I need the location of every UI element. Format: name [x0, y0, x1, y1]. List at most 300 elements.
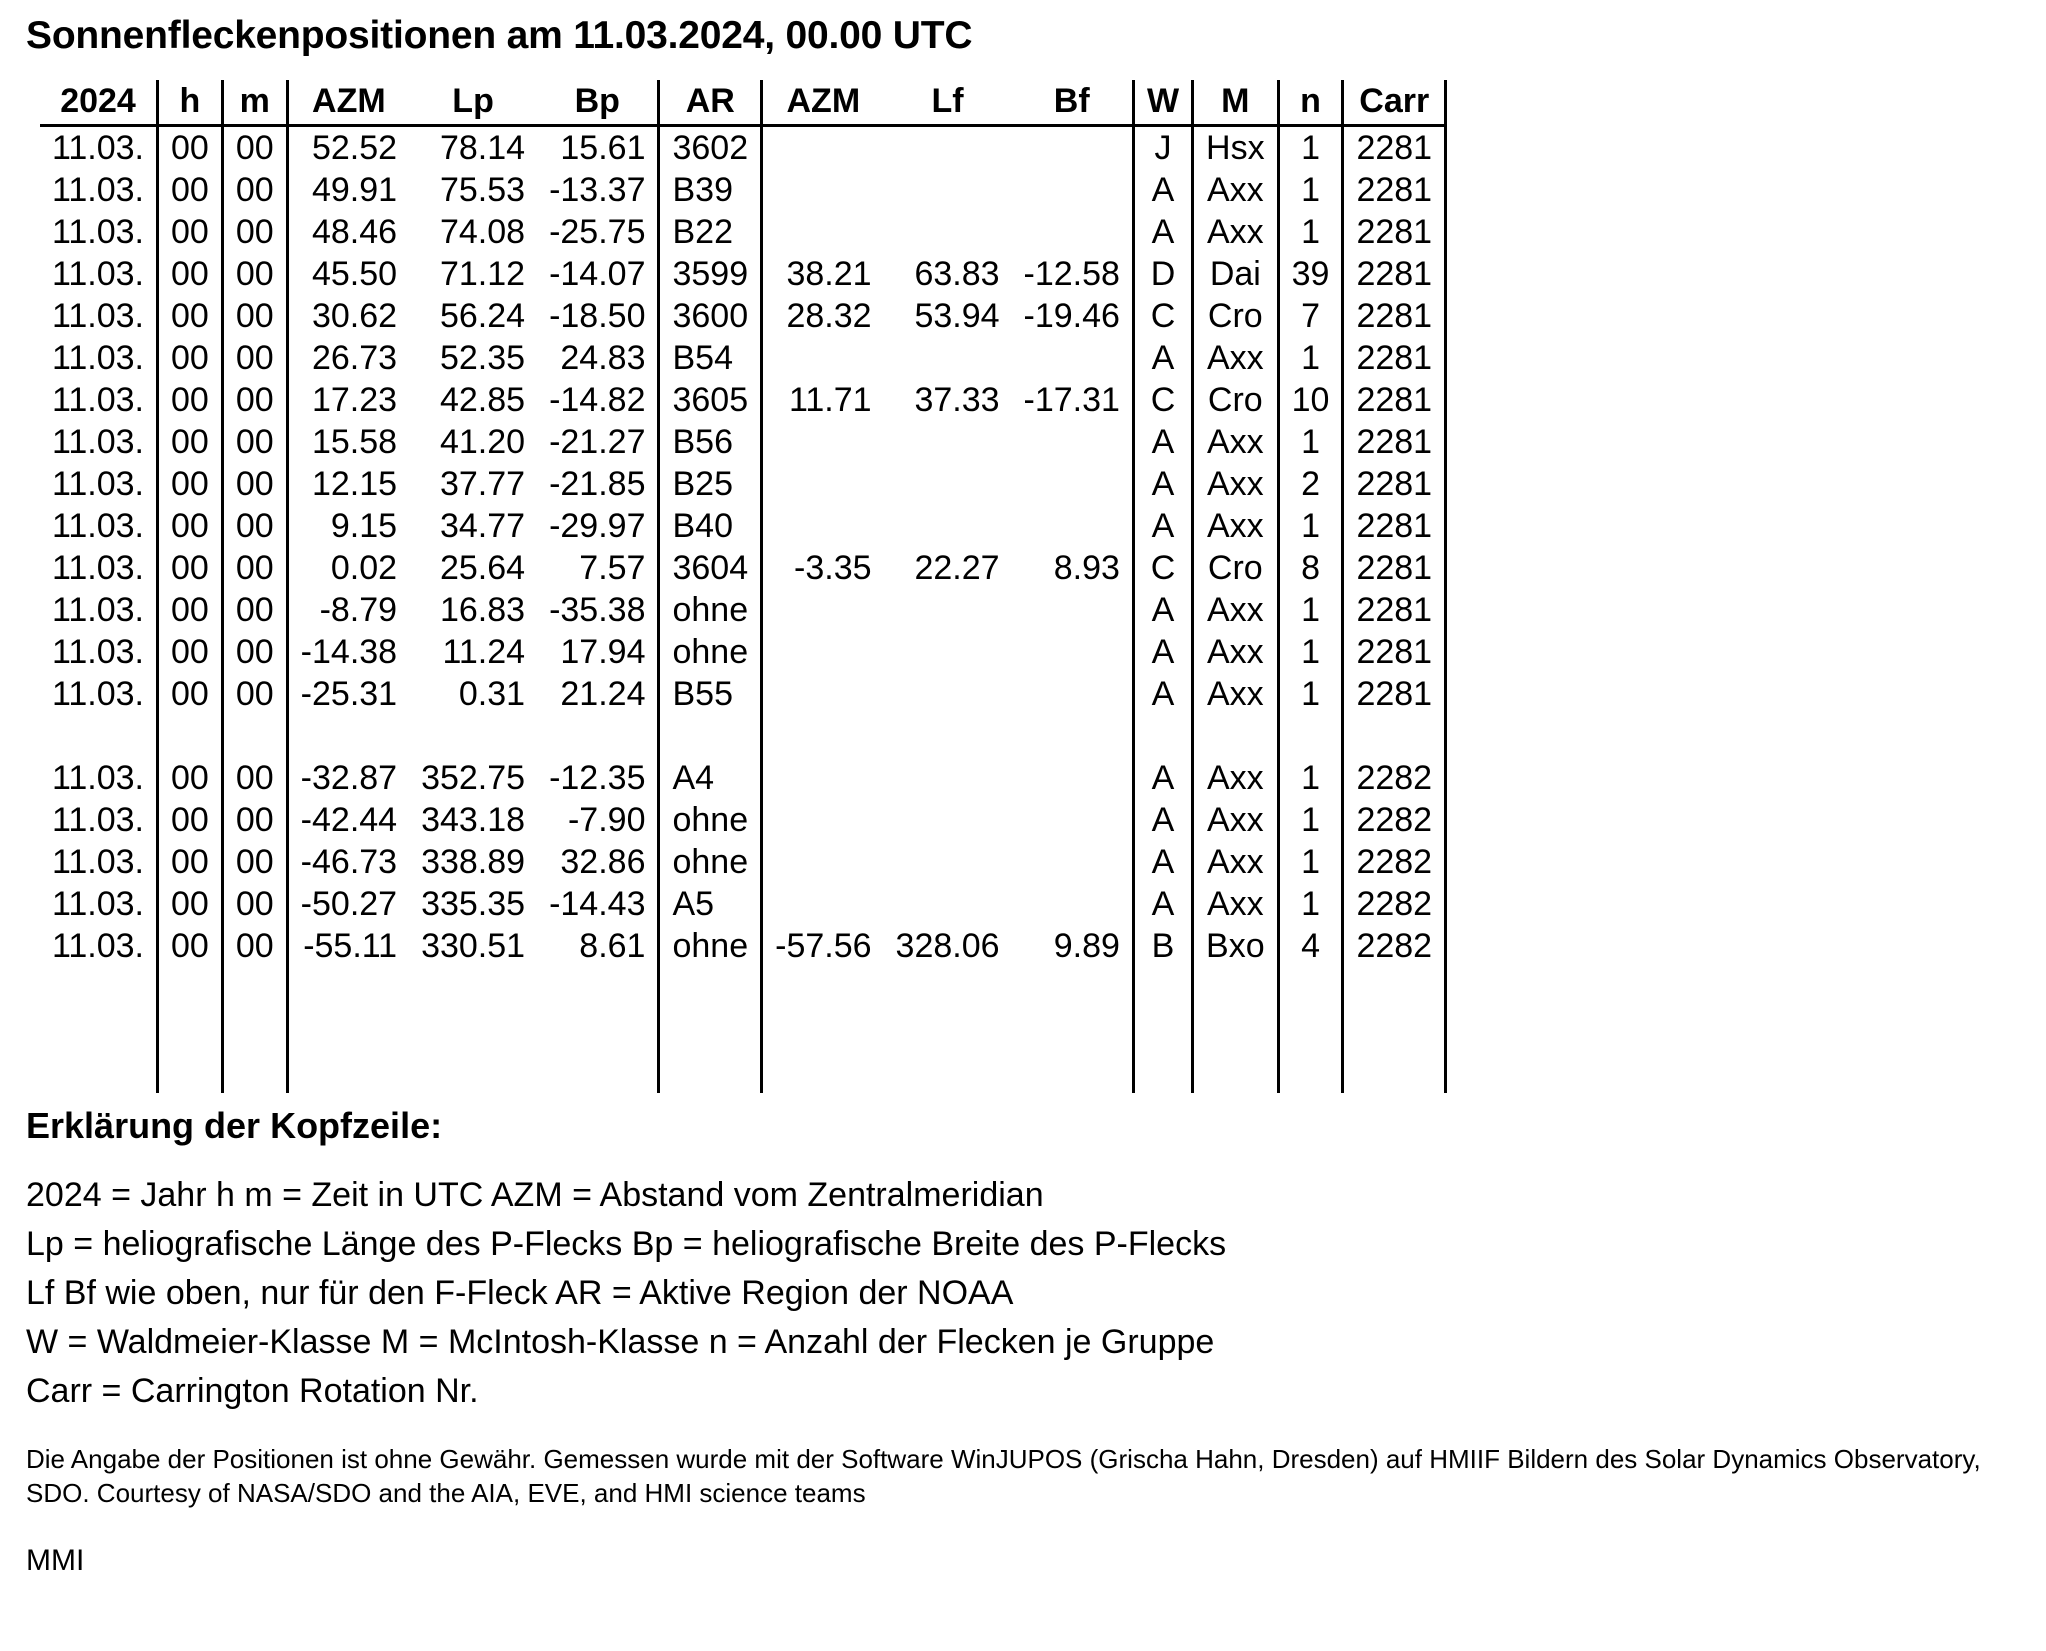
cell-w: A [1151, 591, 1175, 629]
cell-ar: B40 [672, 507, 733, 545]
cell-carr: 2282 [1356, 759, 1433, 797]
legend-line-4: W = Waldmeier-Klasse M = McIntosh-Klasse n = Anzahl der Flecken je Gruppe [26, 1323, 1215, 1361]
cell-carr: 2282 [1356, 801, 1433, 839]
cell-azm-f [763, 715, 883, 757]
cell-n: 1 [1301, 759, 1320, 797]
table-row [40, 547, 1447, 589]
cell-lp [409, 1051, 537, 1093]
legend-line-5: Carr = Carrington Rotation Nr. [26, 1372, 479, 1410]
cell-bp: 21.24 [560, 675, 646, 713]
cell-bf: -12.58 [1023, 255, 1120, 293]
cell-bp: -13.37 [549, 171, 646, 209]
cell-lf [884, 337, 1012, 379]
cell-azm-p: -32.87 [300, 759, 398, 797]
cell-azm-p: 49.91 [311, 171, 398, 209]
cell-azm-p: -42.44 [300, 801, 398, 839]
cell-hour: 00 [171, 129, 209, 167]
cell-bf: 8.93 [1053, 549, 1120, 587]
cell-m: Axx [1206, 507, 1264, 545]
cell-carr: 2282 [1356, 927, 1433, 965]
cell-n: 1 [1301, 507, 1320, 545]
cell-lf: 63.83 [914, 255, 1000, 293]
cell-bf [1012, 169, 1134, 211]
cell-ar: B22 [672, 213, 733, 251]
cell-date: 11.03. [52, 549, 145, 587]
cell-w [1135, 1009, 1193, 1051]
cell-w: A [1151, 213, 1175, 251]
cell-ar: 3605 [672, 381, 749, 419]
column-header-hour: h [159, 80, 222, 126]
cell-minute: 00 [235, 297, 274, 335]
cell-lf [884, 841, 1012, 883]
cell-bf: 9.89 [1053, 927, 1120, 965]
column-header-m: M [1194, 80, 1278, 126]
cell-minute: 00 [235, 339, 274, 377]
cell-date: 11.03. [52, 171, 145, 209]
cell-hour: 00 [171, 759, 209, 797]
legend-line-2: Lp = heliografische Länge des P-Flecks Bp = heliografische Breite des P-Flecks [26, 1225, 1227, 1263]
cell-m [1194, 967, 1278, 1009]
table-header [40, 80, 1447, 126]
cell-hour: 00 [171, 843, 209, 881]
cell-hour: 00 [171, 885, 209, 923]
cell-azm-p [289, 715, 409, 757]
table-body [40, 126, 1447, 1094]
cell-lp: 71.12 [439, 255, 526, 293]
cell-carr: 2281 [1356, 213, 1433, 251]
cell-hour: 00 [171, 381, 209, 419]
cell-ar: A5 [672, 885, 715, 923]
cell-lp: 11.24 [442, 633, 526, 671]
cell-hour: 00 [171, 297, 209, 335]
cell-date [40, 1009, 158, 1051]
cell-carr [1344, 715, 1445, 757]
cell-bf [1012, 841, 1134, 883]
column-divider [1446, 547, 1448, 589]
cell-n: 1 [1301, 171, 1320, 209]
cell-azm-f [763, 126, 883, 170]
cell-n: 1 [1301, 339, 1320, 377]
cell-ar: A4 [672, 759, 715, 797]
cell-azm-f [763, 967, 883, 1009]
cell-ar [660, 1009, 761, 1051]
column-header-azm-f: AZM [763, 80, 883, 126]
cell-w: A [1151, 633, 1175, 671]
column-divider [1446, 841, 1448, 883]
column-header-carr: Carr [1344, 80, 1445, 126]
cell-bf [1012, 463, 1134, 505]
cell-azm-p: -55.11 [303, 927, 398, 965]
cell-lp: 338.89 [421, 843, 526, 881]
cell-hour [159, 1009, 222, 1051]
cell-lf [884, 967, 1012, 1009]
cell-bp [537, 967, 659, 1009]
cell-bp: -25.75 [549, 213, 646, 251]
column-divider [1446, 715, 1448, 757]
cell-carr: 2281 [1356, 633, 1433, 671]
cell-bf [1012, 337, 1134, 379]
cell-ar: 3599 [672, 255, 749, 293]
cell-m: Axx [1206, 213, 1264, 251]
cell-bp: -7.90 [567, 801, 646, 839]
cell-lf: 37.33 [914, 381, 1000, 419]
cell-w: A [1151, 423, 1175, 461]
cell-bf [1012, 673, 1134, 715]
cell-lf: 53.94 [914, 297, 1000, 335]
cell-ar [660, 715, 761, 757]
cell-n [1280, 967, 1343, 1009]
cell-minute: 00 [235, 213, 274, 251]
signature: MMI [26, 1544, 85, 1577]
cell-lp: 37.77 [439, 465, 526, 503]
cell-bf [1012, 799, 1134, 841]
cell-m: Axx [1206, 171, 1264, 209]
column-divider [1446, 883, 1448, 925]
cell-azm-p: -8.79 [319, 591, 398, 629]
column-divider [1446, 169, 1448, 211]
cell-lp: 56.24 [439, 297, 526, 335]
cell-azm-f [763, 505, 883, 547]
cell-azm-p [289, 1051, 409, 1093]
table-row [40, 799, 1447, 841]
cell-ar: B39 [672, 171, 733, 209]
cell-date: 11.03. [52, 885, 145, 923]
column-divider [1446, 589, 1448, 631]
column-header-bp: Bp [537, 80, 659, 126]
cell-date: 11.03. [52, 591, 145, 629]
cell-ar [660, 967, 761, 1009]
cell-date: 11.03. [52, 423, 145, 461]
cell-bp: 7.57 [579, 549, 646, 587]
cell-m: Cro [1207, 381, 1263, 419]
column-divider [1446, 421, 1448, 463]
cell-date: 11.03. [52, 675, 145, 713]
cell-lf [884, 211, 1012, 253]
cell-azm-f [763, 883, 883, 925]
cell-bp: -18.50 [549, 297, 646, 335]
cell-w: C [1150, 297, 1176, 335]
cell-bp: -21.85 [549, 465, 646, 503]
cell-lp: 52.35 [439, 339, 526, 377]
cell-date: 11.03. [52, 801, 145, 839]
cell-carr: 2281 [1356, 339, 1433, 377]
cell-date: 11.03. [52, 633, 145, 671]
column-divider [1446, 673, 1448, 715]
cell-ar: 3604 [672, 549, 749, 587]
cell-ar [660, 1051, 761, 1093]
cell-lp: 42.85 [439, 381, 526, 419]
cell-azm-f [763, 169, 883, 211]
cell-w: D [1150, 255, 1176, 293]
cell-w: J [1154, 129, 1172, 167]
cell-hour: 00 [171, 255, 209, 293]
cell-azm-p: -14.38 [300, 633, 398, 671]
cell-azm-f [763, 211, 883, 253]
cell-date: 11.03. [52, 507, 145, 545]
cell-n: 39 [1291, 255, 1330, 293]
cell-carr: 2282 [1356, 843, 1433, 881]
cell-bf [1012, 715, 1134, 757]
cell-lf [884, 505, 1012, 547]
cell-hour: 00 [171, 423, 209, 461]
cell-n: 1 [1301, 633, 1320, 671]
cell-carr [1344, 1009, 1445, 1051]
cell-carr: 2281 [1356, 549, 1433, 587]
cell-bp: -29.97 [549, 507, 646, 545]
cell-minute: 00 [235, 507, 274, 545]
cell-lf [884, 631, 1012, 673]
cell-azm-p: 17.23 [311, 381, 398, 419]
cell-hour: 00 [171, 339, 209, 377]
cell-date: 11.03. [52, 759, 145, 797]
cell-m: Axx [1206, 465, 1264, 503]
cell-bf [1012, 883, 1134, 925]
cell-carr: 2281 [1356, 507, 1433, 545]
column-divider [1446, 631, 1448, 673]
cell-azm-p: 12.15 [311, 465, 398, 503]
cell-lf: 22.27 [914, 549, 1000, 587]
cell-m: Axx [1206, 801, 1264, 839]
cell-n: 1 [1301, 591, 1320, 629]
column-header-year: 2024 [40, 80, 158, 126]
cell-n: 2 [1301, 465, 1320, 503]
cell-azm-f: -57.56 [775, 927, 872, 965]
cell-minute: 00 [235, 423, 274, 461]
cell-w: A [1151, 885, 1175, 923]
sunspot-positions-table [40, 80, 1447, 1093]
table-header-row [40, 80, 1447, 126]
cell-date: 11.03. [52, 297, 145, 335]
cell-minute [224, 1051, 287, 1093]
cell-azm-f [763, 589, 883, 631]
table-row [40, 715, 1447, 757]
cell-bp: -14.07 [549, 255, 646, 293]
column-divider [1446, 1051, 1448, 1093]
cell-hour: 00 [171, 507, 209, 545]
cell-n [1280, 1009, 1343, 1051]
cell-n: 7 [1301, 297, 1320, 335]
cell-ar: ohne [672, 633, 749, 671]
cell-n: 1 [1301, 843, 1320, 881]
column-divider [1446, 211, 1448, 253]
cell-bp: -21.27 [549, 423, 646, 461]
cell-bf [1012, 757, 1134, 799]
cell-azm-f [763, 1009, 883, 1051]
column-divider [1446, 463, 1448, 505]
cell-minute [224, 715, 287, 757]
cell-minute: 00 [235, 129, 274, 167]
cell-w [1135, 715, 1193, 757]
cell-bp: 8.61 [579, 927, 646, 965]
cell-m: Axx [1206, 759, 1264, 797]
cell-lp: 34.77 [439, 507, 526, 545]
cell-azm-p: 48.46 [311, 213, 398, 251]
cell-w: A [1151, 843, 1175, 881]
cell-lp [409, 967, 537, 1009]
cell-m [1194, 1051, 1278, 1093]
table-row [40, 169, 1447, 211]
cell-lf [884, 1051, 1012, 1093]
cell-n: 1 [1301, 129, 1320, 167]
cell-m: Cro [1207, 549, 1263, 587]
cell-ar: B25 [672, 465, 733, 503]
column-divider [1446, 253, 1448, 295]
cell-date [40, 715, 158, 757]
cell-carr: 2281 [1356, 255, 1433, 293]
cell-n: 1 [1301, 423, 1320, 461]
cell-m: Axx [1206, 633, 1264, 671]
cell-azm-f [763, 841, 883, 883]
cell-n [1280, 1051, 1343, 1093]
cell-carr: 2281 [1356, 381, 1433, 419]
cell-azm-p: 45.50 [311, 255, 398, 293]
cell-bp: -14.43 [549, 885, 646, 923]
cell-ar: 3602 [672, 129, 749, 167]
cell-n: 8 [1301, 549, 1320, 587]
cell-w [1135, 967, 1193, 1009]
cell-minute: 00 [235, 675, 274, 713]
cell-m [1194, 1009, 1278, 1051]
table-row [40, 1051, 1447, 1093]
cell-ar: ohne [672, 801, 749, 839]
cell-n [1280, 715, 1343, 757]
table-row [40, 253, 1447, 295]
cell-hour [159, 715, 222, 757]
cell-minute [224, 967, 287, 1009]
cell-azm-f: -3.35 [794, 549, 872, 587]
cell-ar: B56 [672, 423, 733, 461]
cell-azm-p: -50.27 [300, 885, 398, 923]
cell-bf: -19.46 [1023, 297, 1120, 335]
cell-azm-p: 26.73 [311, 339, 398, 377]
cell-date: 11.03. [52, 339, 145, 377]
cell-bp [537, 715, 659, 757]
column-divider [1446, 379, 1448, 421]
cell-minute: 00 [235, 381, 274, 419]
table-row [40, 883, 1447, 925]
cell-bf [1012, 421, 1134, 463]
cell-azm-f [763, 673, 883, 715]
cell-azm-p: 9.15 [330, 507, 398, 545]
cell-date: 11.03. [52, 927, 145, 965]
cell-hour: 00 [171, 549, 209, 587]
cell-lp: 335.35 [421, 885, 526, 923]
cell-m: Axx [1206, 843, 1264, 881]
cell-lp: 352.75 [421, 759, 526, 797]
cell-bf [1012, 1009, 1134, 1051]
cell-ar: ohne [672, 591, 749, 629]
cell-bf: -17.31 [1023, 381, 1120, 419]
column-divider [1446, 126, 1448, 170]
cell-azm-p: 30.62 [311, 297, 398, 335]
column-divider [1446, 295, 1448, 337]
cell-azm-f [763, 1051, 883, 1093]
cell-m: Cro [1207, 297, 1263, 335]
cell-hour: 00 [171, 927, 209, 965]
cell-bp: 15.61 [560, 129, 646, 167]
cell-carr: 2281 [1356, 129, 1433, 167]
cell-azm-f [763, 799, 883, 841]
cell-carr [1344, 967, 1445, 1009]
cell-minute: 00 [235, 171, 274, 209]
column-header-bf: Bf [1012, 80, 1134, 126]
cell-carr [1344, 1051, 1445, 1093]
cell-m [1194, 715, 1278, 757]
cell-w: C [1150, 381, 1176, 419]
legend-line-1: 2024 = Jahr h m = Zeit in UTC AZM = Abstand vom Zentralmeridian [26, 1176, 1044, 1214]
cell-lf [884, 169, 1012, 211]
cell-n: 1 [1301, 885, 1320, 923]
cell-lp: 343.18 [421, 801, 526, 839]
column-divider [1446, 925, 1448, 967]
cell-lp: 330.51 [421, 927, 526, 965]
cell-lp: 0.31 [458, 675, 526, 713]
cell-m: Axx [1206, 591, 1264, 629]
cell-bp: -35.38 [549, 591, 646, 629]
cell-azm-f: 11.71 [788, 381, 872, 419]
cell-carr: 2281 [1356, 675, 1433, 713]
cell-azm-f: 38.21 [786, 255, 872, 293]
footnote-text: Die Angabe der Positionen ist ohne Gewähr. Gemessen wurde mit der Software WinJUPOS (Grischa Hahn, Dresden) auf HMIIF Bildern des Solar Dynamics Observatory, SDO. Courtesy of NASA/SDO and the AIA, EVE, and HMI science teams [26, 1444, 1981, 1508]
cell-m: Bxo [1206, 927, 1265, 965]
cell-n: 4 [1301, 927, 1320, 965]
cell-azm-p: -46.73 [300, 843, 398, 881]
column-divider [1446, 505, 1448, 547]
column-header-ar: AR [660, 80, 761, 126]
table-row [40, 379, 1447, 421]
column-header-lp: Lp [409, 80, 537, 126]
cell-minute: 00 [235, 465, 274, 503]
cell-lf: 328.06 [895, 927, 1000, 965]
cell-n: 1 [1301, 213, 1320, 251]
cell-lp [409, 1009, 537, 1051]
cell-w: A [1151, 801, 1175, 839]
cell-m: Axx [1206, 339, 1264, 377]
column-header-lf: Lf [884, 80, 1012, 126]
table-row [40, 757, 1447, 799]
cell-azm-f [763, 337, 883, 379]
cell-hour: 00 [171, 171, 209, 209]
cell-date [40, 967, 158, 1009]
cell-azm-f [763, 631, 883, 673]
cell-m: Hsx [1206, 129, 1265, 167]
cell-azm-p [289, 967, 409, 1009]
cell-bp [537, 1009, 659, 1051]
cell-w: A [1151, 675, 1175, 713]
cell-lp: 16.83 [439, 591, 526, 629]
cell-minute: 00 [235, 885, 274, 923]
cell-ar: ohne [672, 927, 749, 965]
cell-bp: -14.82 [549, 381, 646, 419]
cell-ar: ohne [672, 843, 749, 881]
table-row [40, 126, 1447, 170]
cell-bf [1012, 211, 1134, 253]
cell-hour [159, 1051, 222, 1093]
cell-bp: -12.35 [549, 759, 646, 797]
column-divider [1446, 757, 1448, 799]
cell-bf [1012, 505, 1134, 547]
table-row [40, 925, 1447, 967]
cell-m: Axx [1206, 423, 1264, 461]
table-row [40, 631, 1447, 673]
cell-lf [884, 589, 1012, 631]
cell-lp: 25.64 [439, 549, 526, 587]
cell-m: Axx [1206, 885, 1264, 923]
column-header-minute: m [224, 80, 287, 126]
cell-carr: 2281 [1356, 171, 1433, 209]
table-row [40, 673, 1447, 715]
cell-carr: 2281 [1356, 423, 1433, 461]
